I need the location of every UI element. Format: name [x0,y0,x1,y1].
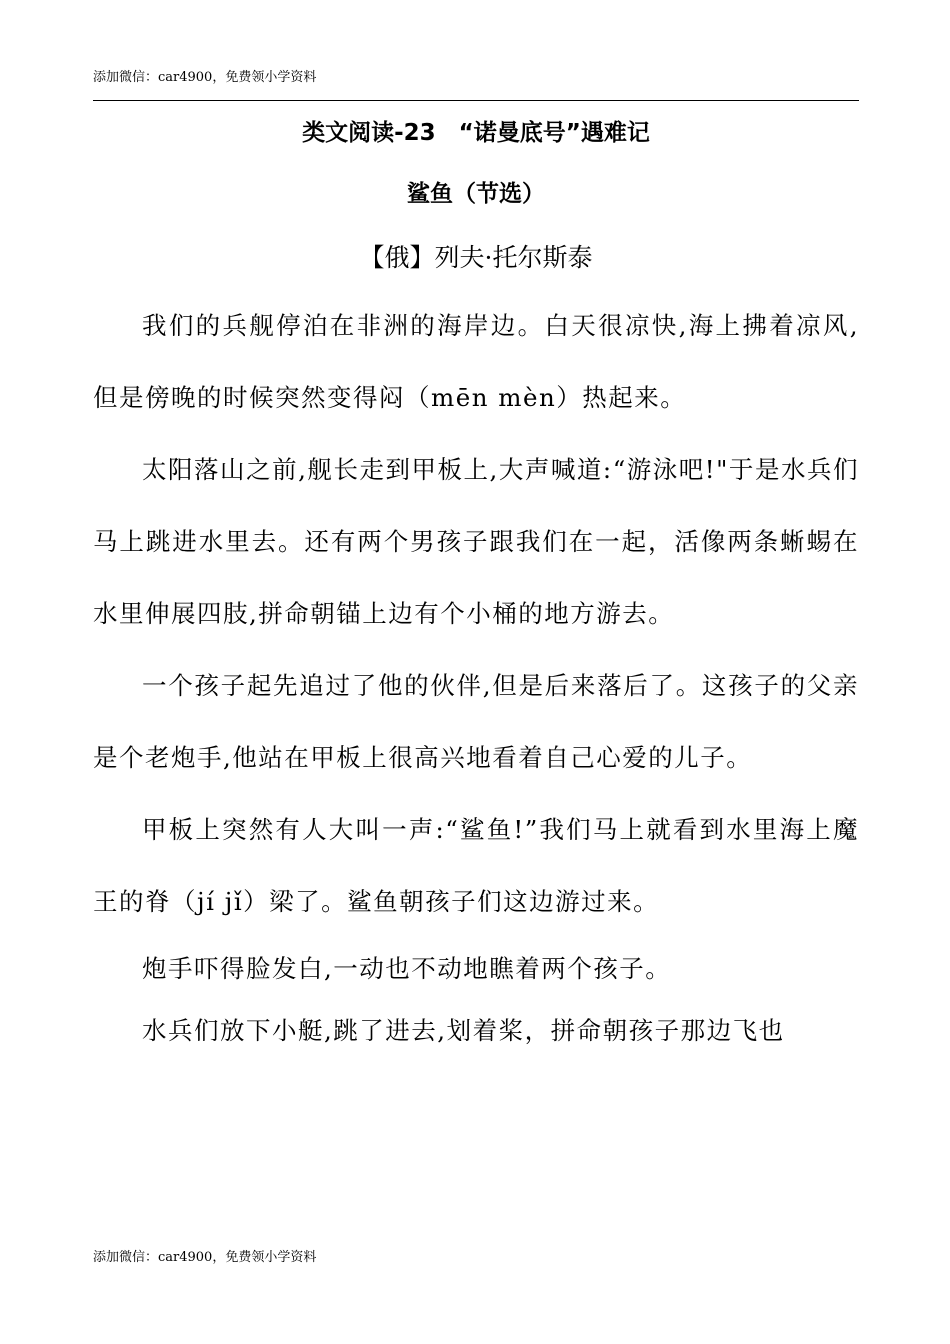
author-line: 【俄】列夫·托尔斯泰 [359,243,593,272]
header-divider [93,100,859,101]
document-subtitle: 鲨鱼（节选） [407,181,545,207]
paragraph: 水兵们放下小艇,跳了进去,划着桨，拼命朝孩子那边飞也 [142,1016,785,1045]
document-title: 类文阅读-23 “诺曼底号”遇难记 [302,120,650,146]
paragraph: 我们的兵舰停泊在非洲的海岸边。白天很凉快,海上拂着凉风,但是傍晚的时候突然变得闷（mēn mèn）热起来。 [93,311,859,412]
header-note: 添加微信：car4900，免费领小学资料 [93,70,317,85]
article-body [93,290,859,1062]
paragraph: 甲板上突然有人大叫一声:“鲨鱼!”我们马上就看到水里海上魔王的脊（jí jǐ）梁了。鲨鱼朝孩子们这边游过来。 [93,815,859,916]
paragraph: 太阳落山之前,舰长走到甲板上,大声喊道:“游泳吧!"于是水兵们马上跳进水里去。还有两个男孩子跟我们在一起，活像两条蜥蜴在水里伸展四肢,拼命朝锚上边有个小桶的地方游去。 [93,455,859,628]
paragraph: 一个孩子起先追过了他的伙伴,但是后来落后了。这孩子的父亲是个老炮手,他站在甲板上很高兴地看着自己心爱的儿子。 [93,671,859,772]
paragraph: 炮手吓得脸发白,一动也不动地瞧着两个孩子。 [142,954,672,983]
footer-note: 添加微信：car4900，免费领小学资料 [93,1250,317,1265]
